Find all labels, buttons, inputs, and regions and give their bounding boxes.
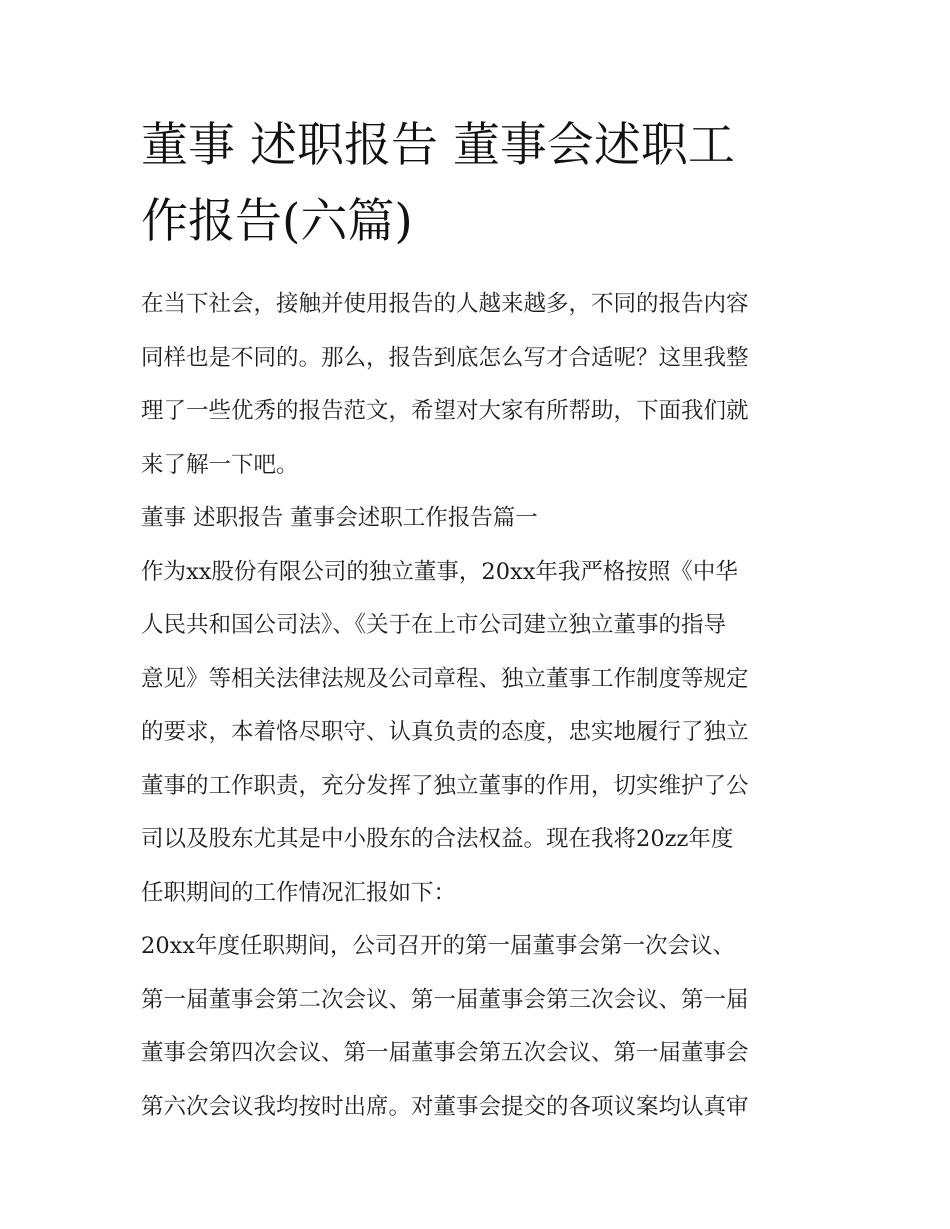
intro-line: 在当下社会，接触并使用报告的人越来越多，不同的报告内容 xyxy=(141,291,749,317)
paragraph-line: 第一届董事会第二次会议、第一届董事会第三次会议、第一届 xyxy=(141,986,749,1013)
section-heading xyxy=(141,492,813,546)
paragraph-line: 作为xx股份有限公司的独立董事，20xx年我严格按照《中华 xyxy=(141,558,738,585)
paragraph-line: 意见》等相关法律法规及公司章程、独立董事工作制度等规定 xyxy=(141,665,749,692)
title-line-1: 董事 述职报告 董事会述职工 xyxy=(141,118,735,173)
intro-line: 同样也是不同的。那么，报告到底怎么写才合适呢？这里我整 xyxy=(141,344,749,371)
paragraph-line: 第六次会议我均按时出席。对董事会提交的各项议案均认真审 xyxy=(141,1093,749,1120)
intro-paragraph xyxy=(141,278,813,492)
intro-line: 来了解一下吧。 xyxy=(141,451,299,478)
paragraph-line: 董事会第四次会议、第一届董事会第五次会议、第一届董事会 xyxy=(141,1040,749,1066)
document-title xyxy=(141,108,813,260)
paragraph-line: 司以及股东尤其是中小股东的合法权益。现在我将20zz年度 xyxy=(141,826,734,852)
body-paragraph-2 xyxy=(141,920,813,1134)
paragraph-line: 任职期间的工作情况汇报如下： xyxy=(141,879,457,906)
paragraph-line: 的要求，本着恪尽职守、认真负责的态度，忠实地履行了独立 xyxy=(141,719,749,745)
paragraph-line: 董事的工作职责，充分发挥了独立董事的作用，切实维护了公 xyxy=(141,772,749,799)
paragraph-line: 20xx年度任职期间，公司召开的第一届董事会第一次会议、 xyxy=(141,933,736,959)
paragraph-line: 人民共和国公司法》、《关于在上市公司建立独立董事的指导 xyxy=(141,612,727,638)
body-paragraph-1 xyxy=(141,546,813,921)
section-heading-text: 董事 述职报告 董事会述职工作报告篇一 xyxy=(141,505,538,531)
document-body xyxy=(141,108,813,1134)
title-line-2: 作报告(六篇) xyxy=(141,194,413,249)
intro-line: 理了一些优秀的报告范文，希望对大家有所帮助，下面我们就 xyxy=(141,398,749,424)
